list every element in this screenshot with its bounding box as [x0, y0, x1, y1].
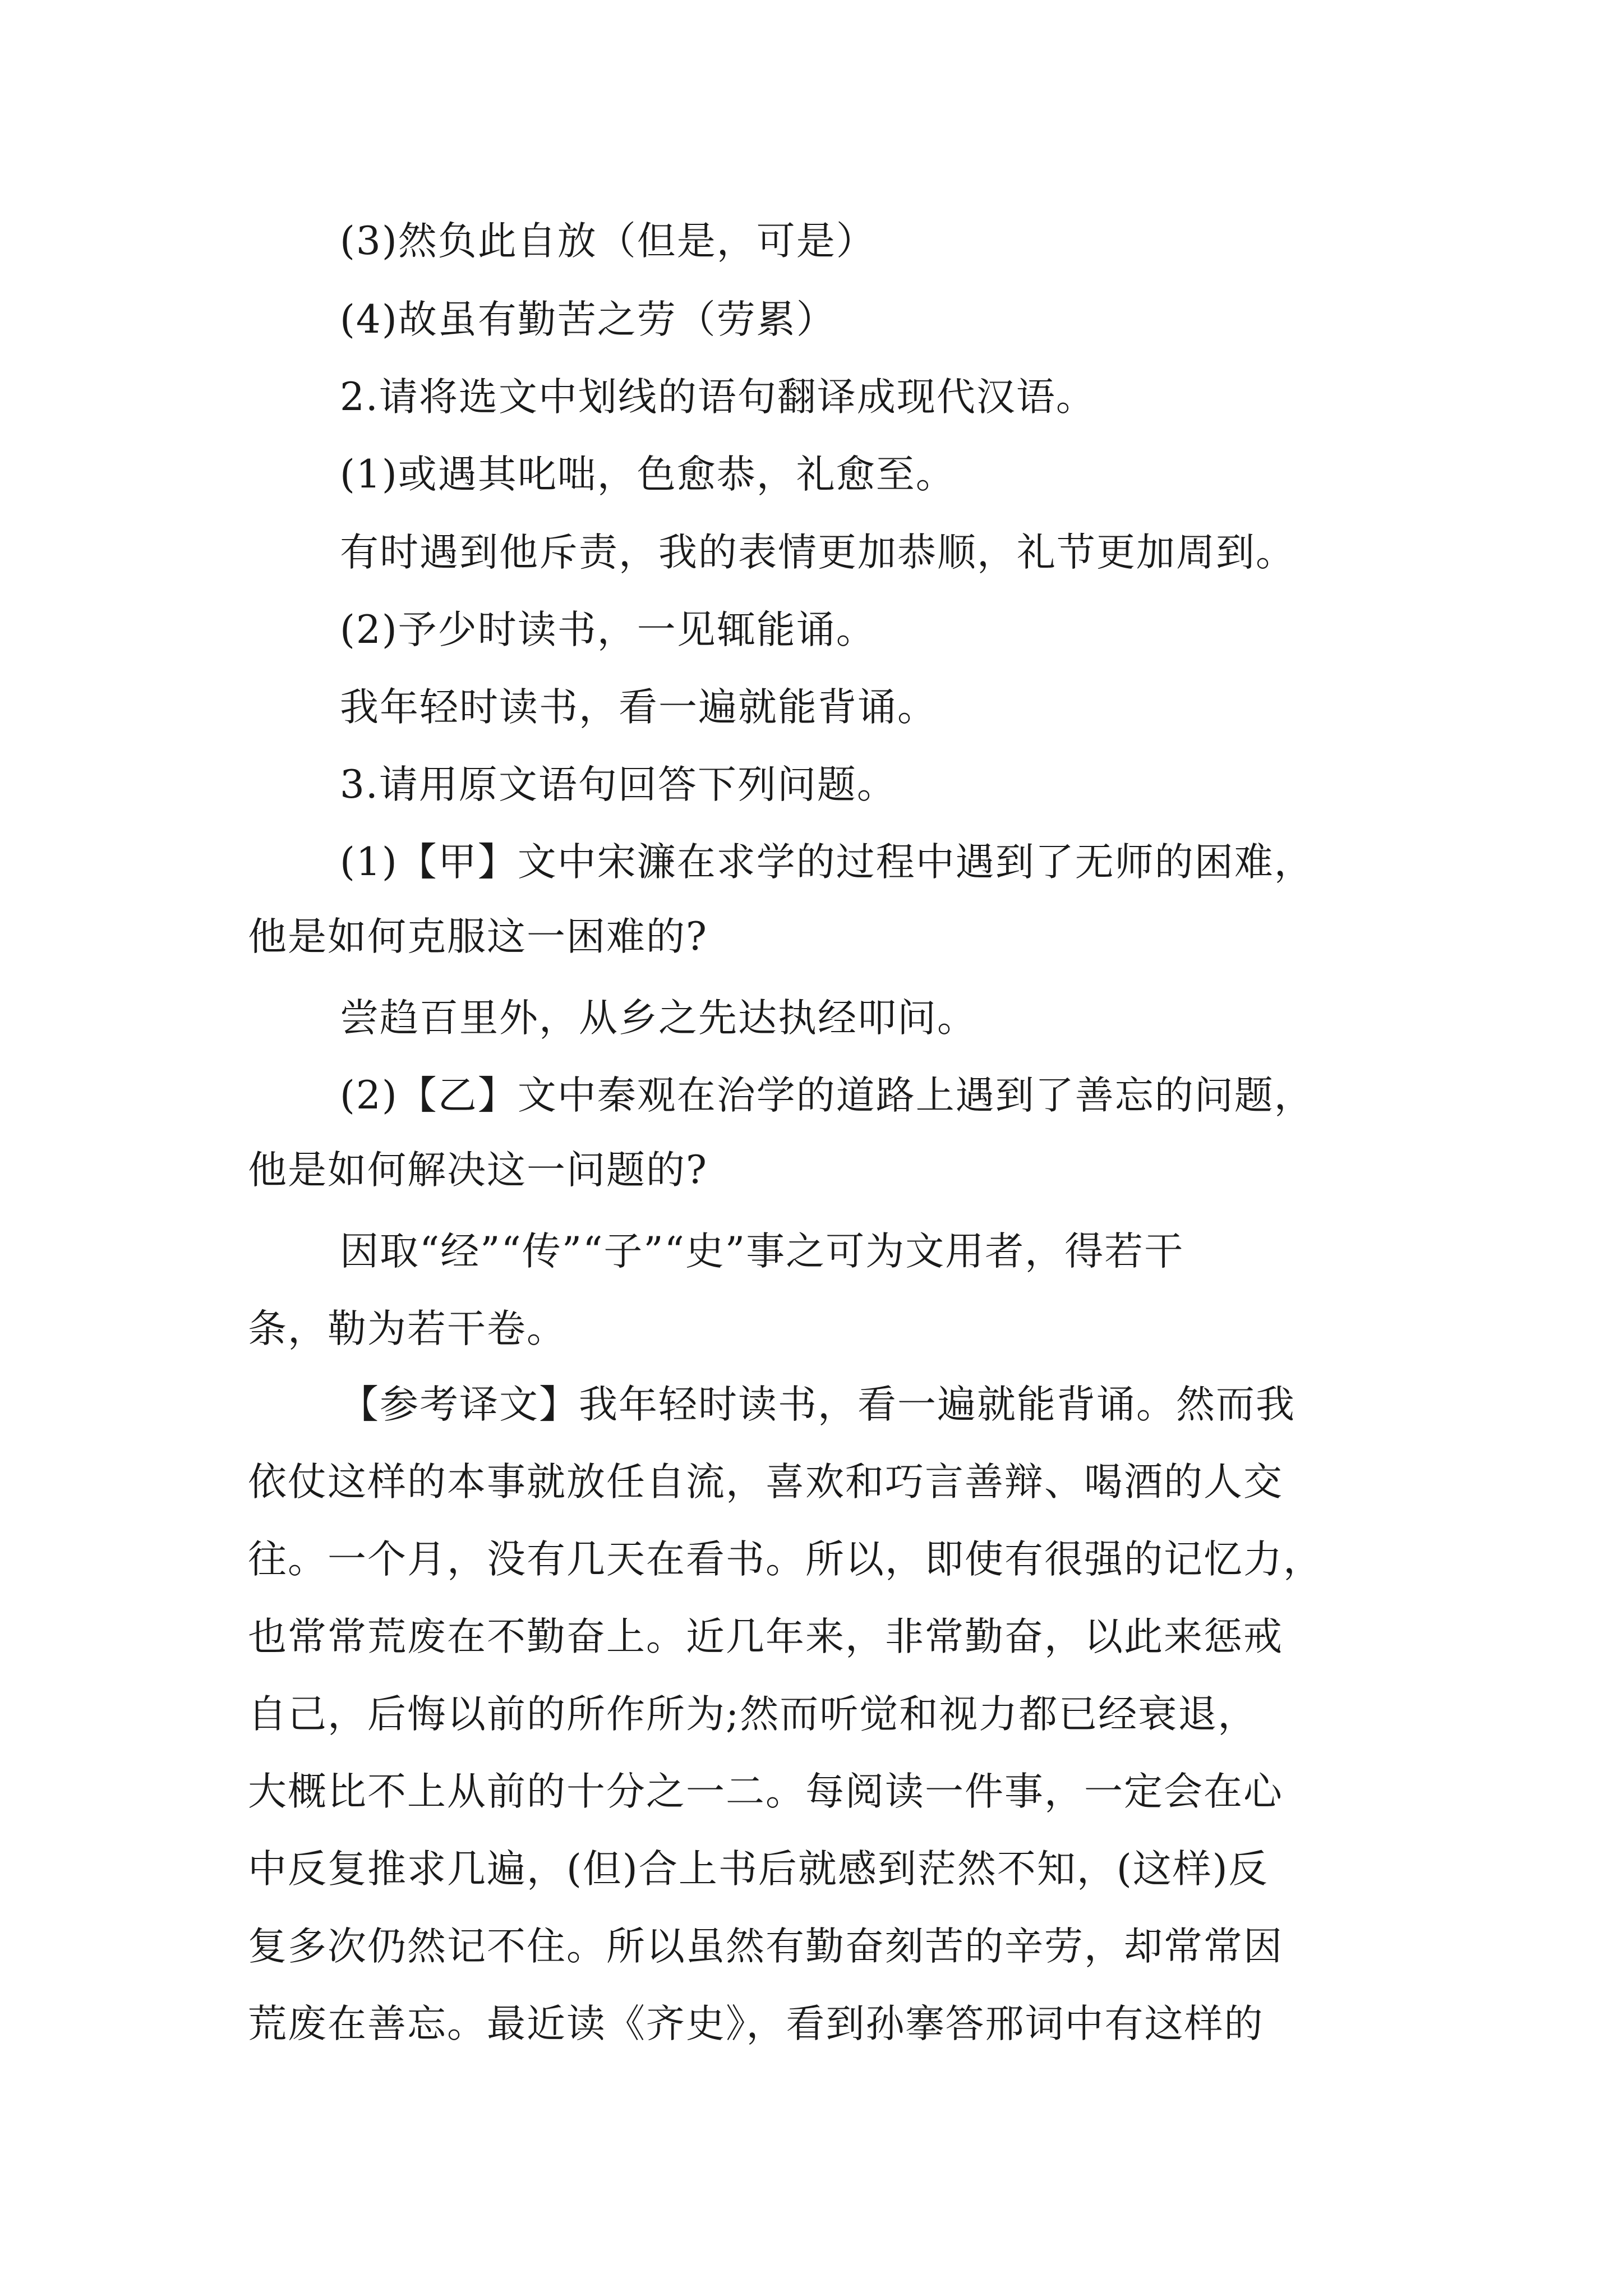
- text-line: (4)故虽有勤苦之劳（劳累）: [340, 297, 836, 342]
- text-line: 大概比不上从前的十分之一二。每阅读一件事，一定会在心: [248, 1769, 1283, 1814]
- text-line: 中反复推求几遍，(但)合上书后就感到茫然不知，(这样)反: [248, 1847, 1269, 1892]
- text-line: 有时遇到他斥责，我的表情更加恭顺，礼节更加周到。: [340, 530, 1295, 575]
- text-line: 尝趋百里外，从乡之先达执经叩问。: [340, 996, 977, 1041]
- text-line: 2.请将选文中划线的语句翻译成现代汉语。: [340, 375, 1096, 420]
- text-line: 他是如何克服这一困难的?: [248, 914, 708, 959]
- text-line: (1)【甲】文中宋濂在求学的过程中遇到了无师的困难，: [340, 840, 1314, 885]
- text-line: 荒废在善忘。最近读《齐史》，看到孙搴答邢词中有这样的: [248, 2001, 1264, 2046]
- text-line: 我年轻时读书，看一遍就能背诵。: [340, 685, 937, 730]
- text-line: (3)然负此自放（但是，可是）: [340, 219, 876, 264]
- text-line: 他是如何解决这一问题的?: [248, 1148, 708, 1193]
- text-line: 往。一个月，没有几天在看书。所以，即使有很强的记忆力，: [248, 1537, 1323, 1582]
- text-line: 因取“经”“传”“子”“史”事之可为文用者，得若干: [340, 1229, 1184, 1274]
- text-line: 3.请用原文语句回答下列问题。: [340, 762, 897, 807]
- text-line: 复多次仍然记不住。所以虽然有勤奋刻苦的辛劳，却常常因: [248, 1924, 1283, 1969]
- text-line: 【参考译文】我年轻时读书，看一遍就能背诵。然而我: [340, 1382, 1295, 1427]
- text-line: 自己，后悔以前的所作所为;然而听觉和视力都已经衰退，: [248, 1692, 1258, 1737]
- text-line: 也常常荒废在不勤奋上。近几年来，非常勤奋，以此来惩戒: [248, 1614, 1283, 1659]
- text-line: 条，勒为若干卷。: [248, 1306, 566, 1351]
- text-line: (2)【乙】文中秦观在治学的道路上遇到了善忘的问题，: [340, 1073, 1314, 1118]
- text-line: 依仗这样的本事就放任自流，喜欢和巧言善辩、喝酒的人交: [248, 1460, 1283, 1504]
- text-line: (2)予少时读书，一见辄能诵。: [340, 608, 876, 652]
- text-line: (1)或遇其叱咄，色愈恭，礼愈至。: [340, 452, 956, 497]
